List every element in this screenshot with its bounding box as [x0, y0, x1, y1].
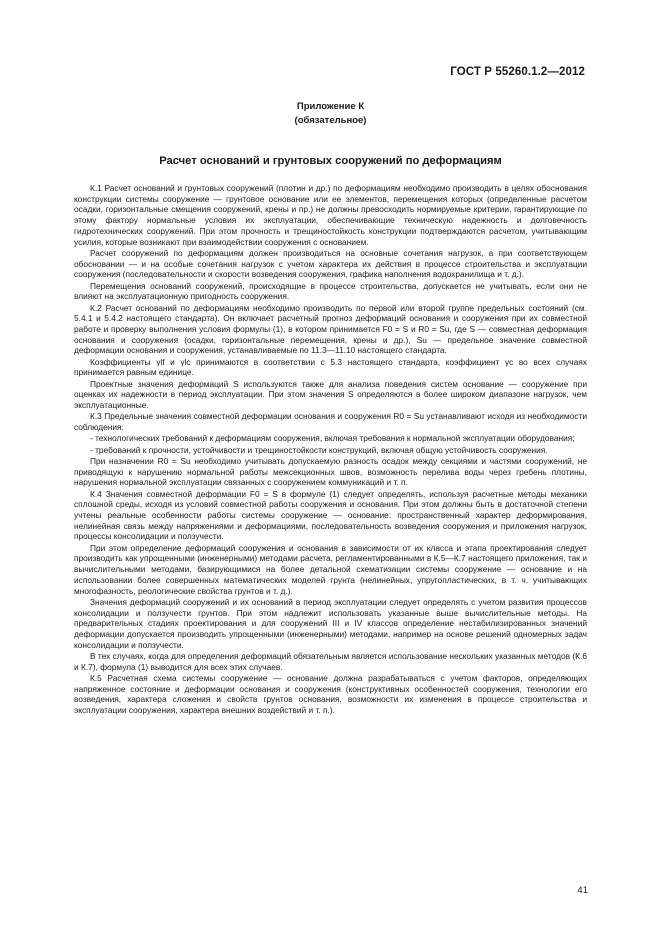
- paragraph-k1: К.1 Расчет оснований и грунтовых сооружений (плотин и др.) по деформациям необходимо производить в целях обоснования конструкции системы сооружение — грунтовое основание или ее элементов, перемещения которых (определенные расчетом осадки, горизонтальные смещения сооружений, крены и пр.) не должны превосходить нормируемые критерии, гарантирующие по этому фактору нормальные условия их эксплуатации, обеспечивающие техническую надежность и долговечность гидротехнических сооружений. При этом прочность и трещиностойкость конструкции подтверждаются расчетом, учитывающим усилия, которые возникают при взаимодействии сооружения с основанием.: [74, 183, 587, 247]
- list-item: - требований к прочности, устойчивости и трещиностойкости конструкций, включая общую устойчивость сооружения.: [90, 444, 548, 455]
- paragraph: Значения деформаций сооружений и их оснований в период эксплуатации следует определять с учетом развития процессов консолидации и ползучести грунтов. При этом надлежит использовать указанные выше вычислительные методы. На предварительных стадиях проектирования и для сооружений III и IV классов определение нестабилизированных значений деформации допускается производить упрощенными (инженерными) методами, например на основе решений одномерных задач консолидации и ползучести.: [74, 596, 587, 650]
- appendix-status: (обязательное): [294, 115, 367, 126]
- paragraph: Расчет сооружений по деформациям должен производиться на основные сочетания нагрузок, а при соответствующем обосновании — и на особые сочетания нагрузок с учетом характера их действия в процессе строительства и эксплуатации сооружения (последовательности и скорости возведения сооружения, графика наполнения водохранилища и т. д.).: [74, 247, 587, 280]
- paragraph-k2: К.2 Расчет оснований по деформациям необходимо производить по первой или второй группе предельных состояний (см. 5.4.1 и 5.4.2 настоящего стандарта). Он включает расчетный прогноз деформаций основания и сооружения при их совместной работе и проверку выполнения условия формулы (1), в котором принимается F0 = S и R0 = Su, где S — совместная деформация основания и сооружения (осадки, горизонтальные перемещения, крены и др.), Su — предельное значение совместной деформации основания и сооружения, устанавливаемые по 11.3—11.10 настоящего стандарта.: [74, 302, 587, 356]
- body-text: [74, 183, 587, 716]
- paragraph: При этом определение деформаций сооружения и основания в зависимости от их класса и этапа проектирования следует производить как упрощенными (инженерными) методами расчета, регламентированными в К.5—К.7 настоящего приложения, так и вычислительными методами, базирующимися на более детальной схематизации системы сооружение — основание и на использовании более совершенных математических моделей грунта (нелинейных, упругопластических, в т. ч. учитывающих многофазность, реологические свойства грунтов и т. д.).: [74, 542, 587, 596]
- section-title: Расчет оснований и грунтовых сооружений по деформациям: [159, 155, 502, 167]
- standard-code: ГОСТ Р 55260.1.2—2012: [450, 66, 585, 78]
- paragraph-k3: К.3 Предельные значения совместной деформации основания и сооружения R0 = Su устанавливают исходя из необходимости соблюдения:: [74, 411, 587, 433]
- list-item: - технологических требований к деформациям сооружения, включая требования к нормальной эксплуатации оборудования;: [90, 433, 575, 444]
- paragraph: Коэффициенты γlf и γlc принимаются в соответствии с 5.3 настоящего стандарта, коэффициент γc во всех случаях принимается равным единице.: [74, 356, 587, 378]
- paragraph: Проектные значения деформаций S используются также для анализа поведения систем основание — сооружение при оценках их надежности в период эксплуатации. При этом значения S определяются в более широком диапазоне нагрузок, чем эксплуатационные.: [74, 378, 587, 411]
- paragraph: В тех случаях, когда для определения деформаций обязательным является использование нескольких указанных методов (К.6 и К.7), формула (1) выводится для всех этих случаев.: [74, 650, 587, 672]
- appendix-title: Приложение К: [296, 101, 365, 112]
- page-number: 41: [577, 885, 588, 896]
- paragraph-k4: К.4 Значения совместной деформации F0 = S в формуле (1) следует определять, используя расчетные методы механики сплошной среды, исходя из условий совместной работы сооружения и основания. При этом должны быть в достаточной степени учтены реальные особенности работы системы сооружение — основание: пространственный характер деформирования, нелинейная связь между напряжениями и деформациями, последовательность возведения сооружения и приложения нагрузок, процессы консолидации и ползучести.: [74, 488, 587, 542]
- paragraph: Перемещения оснований сооружений, происходящие в процессе строительства, допускается не учитывать, если они не влияют на эксплуатационную пригодность сооружения.: [74, 280, 587, 302]
- paragraph-k5: К.5 Расчетная схема системы сооружение — основание должна разрабатываться с учетом факторов, определяющих напряженное состояние и деформации основания и сооружения (конструктивных особенностей сооружения, технологии его возведения, характера сложения и свойств грунтов основания, возможности их изменения в процессе строительства и эксплуатации сооружения, характера внешних воздействий и т. п.).: [74, 672, 587, 716]
- paragraph: При назначении R0 = Su необходимо учитывать допускаемую разность осадок между секциями и частями сооружений, не приводящую к нарушению нормальной работы межсекционных швов, возможность перелива воды через гребень плотины, нарушения нормальной эксплуатации связанных с сооружением коммуникаций и т. п.: [74, 455, 587, 488]
